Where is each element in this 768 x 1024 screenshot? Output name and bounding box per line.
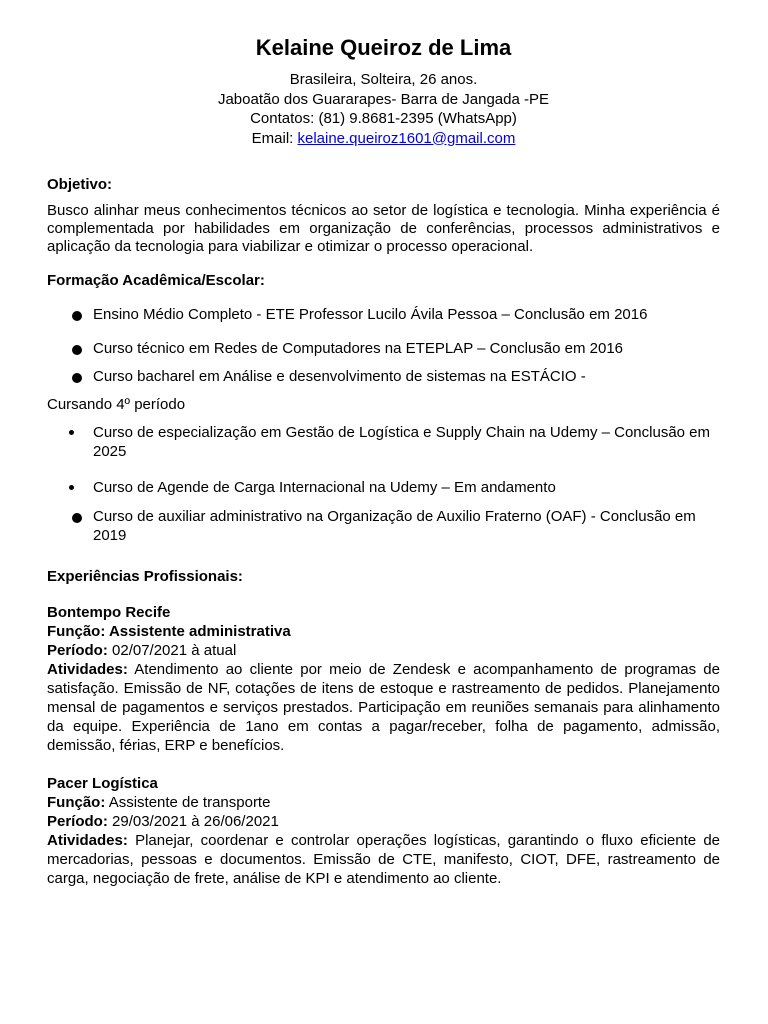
education-list-continued [47,423,720,545]
job-company: Pacer Logística [47,775,158,792]
email-label: Email: [251,129,298,147]
phone-contact: Contatos: (81) 9.8681-2395 (WhatsApp) [250,110,517,127]
bullet-icon [72,513,82,523]
education-continuation: Cursando 4º período [47,396,186,413]
bullet-icon [72,373,82,383]
bullet-icon [72,345,82,355]
education-item: Curso de especialização em Gestão de Logística e Supply Chain na Udemy – Conclusão em 2025 [47,423,720,461]
objective-text: Busco alinhar meus conhecimentos técnicos ao setor de logística e tecnologia. Minha experiência é complementada por habilidades em organização de conferências, processos administrativos e aplicação da tecnologia para viabilizar e otimizar o processo operacional. [47,202,720,255]
education-item: Curso de Agende de Carga Internacional na Udemy – Em andamento [47,478,720,497]
job-entry [47,774,720,888]
job-period: Período: 02/07/2021 à atual [47,642,237,659]
email-line [47,129,720,149]
education-title: Formação Acadêmica/Escolar: [47,272,265,289]
education-item: Ensino Médio Completo - ETE Professor Lucilo Ávila Pessoa – Conclusão em 2016 [47,305,720,324]
education-list [47,305,720,386]
experience-title: Experiências Profissionais: [47,568,243,585]
job-entry [47,603,720,755]
education-item: Curso de auxiliar administrativo na Organização de Auxilio Fraterno (OAF) - Conclusão em 2019 [47,507,720,545]
email-link[interactable]: kelaine.queiroz1601@gmail.com [297,129,516,147]
education-item: Curso técnico em Redes de Computadores na ETEPLAP – Conclusão em 2016 [47,339,720,358]
job-activities: Atividades: Atendimento ao cliente por meio de Zendesk e acompanhamento de programas de satisfação. Emissão de NF, cotações de itens de estoque e rastreamento de pedidos. Planejamento mensal de pagamentos e serviços prestados. Participação em reuniões semanais para alinhamento da equipe. Experiência de 1ano em contas a pagar/receber, folha de pagamento, admissão, demissão, férias, ERP e benefícios. [47,661,720,754]
job-role: Função: Assistente administrativa [47,623,291,640]
job-company: Bontempo Recife [47,604,171,621]
address: Jaboatão dos Guararapes- Barra de Jangada -PE [217,90,550,108]
bullet-icon [69,485,74,490]
bullet-icon [69,430,74,435]
job-role: Função: Assistente de transporte [47,794,271,811]
bullet-icon [72,311,82,321]
objective-title: Objetivo: [47,176,113,193]
resume-page [47,0,720,888]
personal-info: Brasileira, Solteira, 26 anos. [289,71,478,88]
job-activities: Atividades: Planejar, coordenar e controlar operações logísticas, garantindo o fluxo eficiente de mercadorias, pessoas e documentos. Emissão de CTE, manifesto, CIOT, DFE, rastreamento de carga, negociação de frete, análise de KPI e atendimento ao cliente. [47,832,720,887]
education-item: Curso bacharel em Análise e desenvolvimento de sistemas na ESTÁCIO - [47,367,720,386]
candidate-name: Kelaine Queiroz de Lima [255,35,512,60]
resume-header [47,35,720,148]
job-period: Período: 29/03/2021 à 26/06/2021 [47,813,279,830]
